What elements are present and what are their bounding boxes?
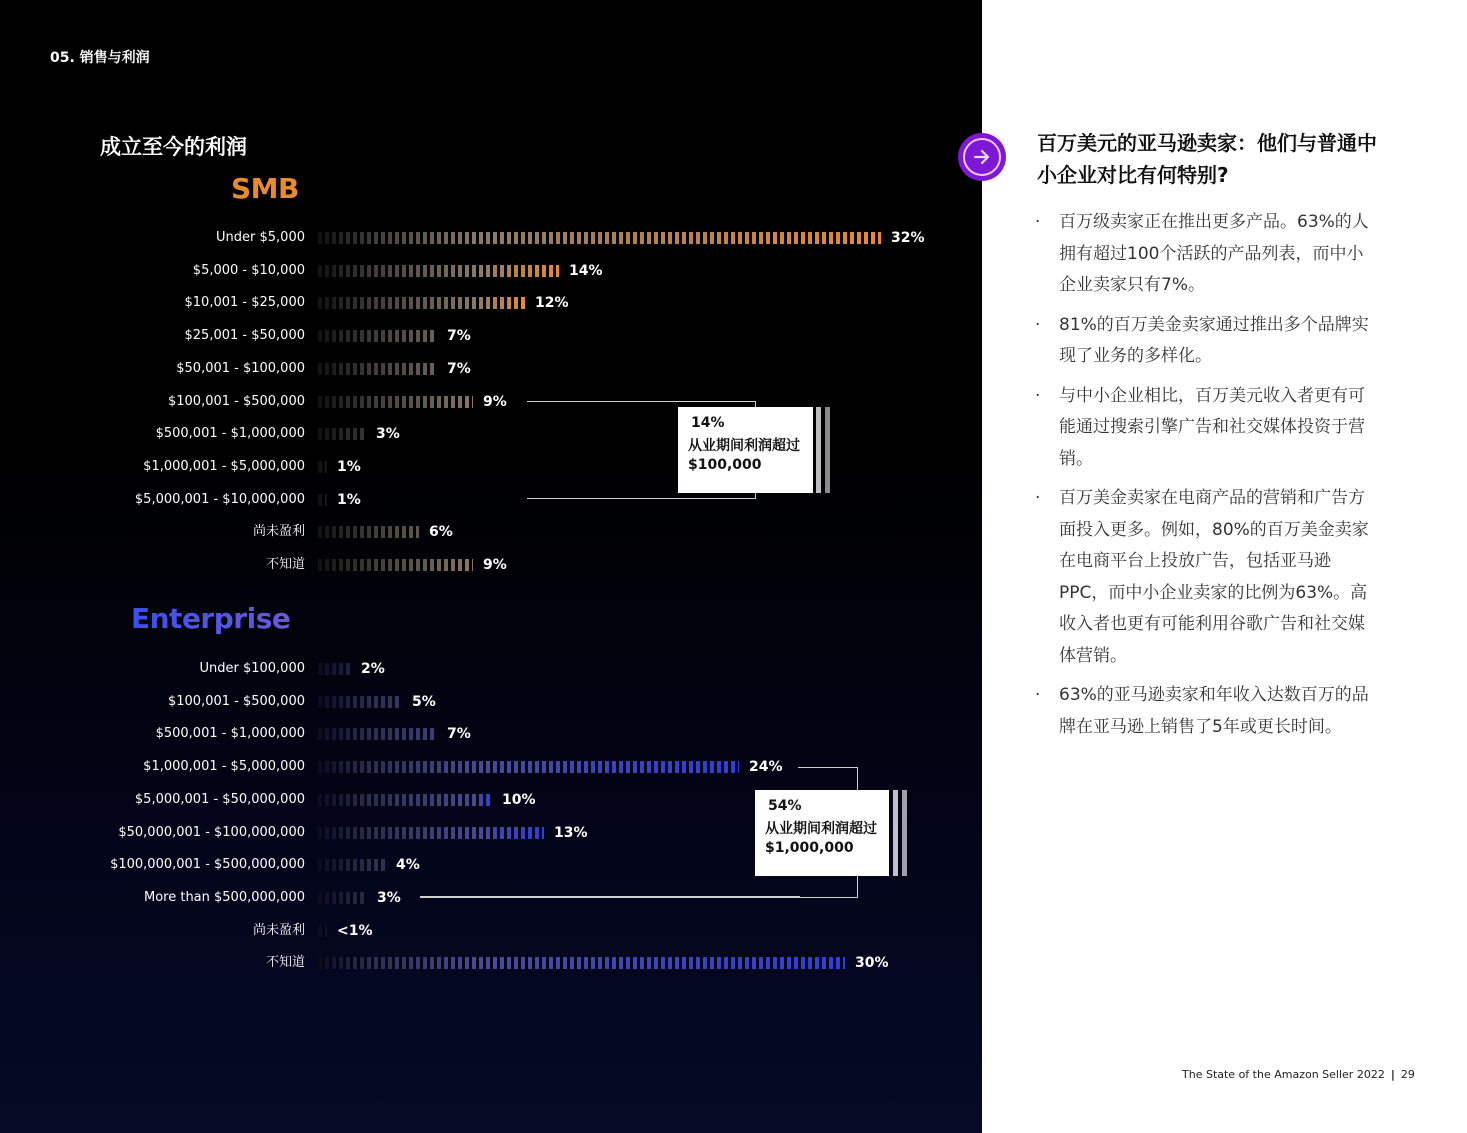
bar-category-label: $1,000,001 - $5,000,000	[143, 759, 305, 775]
bullet-text: 63%的亚马逊卖家和年收入达数百万的品牌在亚马逊上销售了5年或更长时间。	[1059, 685, 1369, 737]
bar-category-label: $5,000 - $10,000	[192, 262, 305, 278]
bar-value-label: 2%	[361, 661, 385, 677]
bar	[318, 330, 437, 342]
bar-value-label: 9%	[483, 557, 507, 573]
bar-category-label: $50,000,001 - $100,000,000	[118, 824, 305, 840]
bar-value-label: 3%	[376, 426, 400, 443]
bullet-dot-icon: ·	[1035, 685, 1041, 705]
bar-value-label: 10%	[502, 791, 536, 808]
sidebar-bullet-item	[1033, 381, 1378, 476]
bar-value-label: 1%	[337, 491, 361, 508]
smb-callout-text: 从业期间利润超过	[688, 438, 800, 454]
smb-callout-value: 14%	[691, 415, 725, 431]
smb-bar-row	[0, 424, 982, 444]
bar	[318, 297, 525, 309]
bar-value-label: 7%	[447, 360, 471, 377]
enterprise-callout-text: 从业期间利润超过	[765, 821, 877, 837]
bar-value-label: 7%	[447, 726, 471, 743]
enterprise-bracket-line-lower	[420, 896, 800, 898]
bar	[318, 526, 419, 538]
bar-value-label: 30%	[855, 955, 889, 972]
bar-category-label: $100,000,001 - $500,000,000	[110, 857, 305, 873]
bar	[318, 265, 559, 277]
bar	[318, 925, 327, 937]
enterprise-callout-stripe	[902, 790, 907, 876]
bar-value-label: 12%	[535, 295, 569, 312]
smb-bar-row	[0, 555, 982, 575]
bar	[318, 957, 845, 969]
section-label: 05. 销售与利润	[50, 50, 150, 66]
smb-bar-row	[0, 392, 982, 412]
bar-value-label: 1%	[337, 458, 361, 475]
smb-bar-row	[0, 490, 982, 510]
bar-category-label: $500,001 - $1,000,000	[155, 726, 305, 742]
bar-value-label: 32%	[891, 230, 925, 246]
bullet-text: 81%的百万美金卖家通过推出多个品牌实现了业务的多样化。	[1059, 314, 1369, 366]
bar	[318, 827, 544, 839]
smb-bar-row	[0, 228, 982, 248]
chart-title: 成立至今的利润	[100, 135, 247, 159]
sidebar-bullet-item	[1033, 483, 1378, 672]
bar-value-label: 3%	[377, 889, 401, 906]
bar-value-label: 24%	[749, 759, 783, 776]
bullet-text: 百万美金卖家在电商产品的营销和广告方面投入更多。例如，80%的百万美金卖家在电商平台上投放广告，包括亚马逊PPC，而中小企业卖家的比例为63%。高收入者也更有可能利用谷歌广告和社交媒体营销。	[1059, 488, 1369, 666]
smb-callout-stripe	[825, 407, 830, 493]
bar-category-label: $5,000,001 - $50,000,000	[134, 791, 305, 807]
bar-category-label: Under $5,000	[216, 230, 305, 245]
bar	[318, 396, 473, 408]
bar-value-label: <1%	[337, 922, 373, 939]
enterprise-bar-row	[0, 692, 982, 712]
bar-value-label: 5%	[412, 693, 436, 710]
bar-category-label: 尚未盈利	[252, 922, 305, 938]
bar	[318, 461, 327, 473]
bar-category-label: $500,001 - $1,000,000	[155, 426, 305, 442]
bullet-dot-icon: ·	[1035, 212, 1041, 232]
bullet-dot-icon: ·	[1035, 314, 1041, 335]
enterprise-callout-amount: $1,000,000	[765, 840, 854, 856]
smb-bar-row	[0, 261, 982, 281]
bar	[318, 428, 366, 440]
bar-category-label: $5,000,001 - $10,000,000	[134, 491, 305, 507]
bar-category-label: Under $100,000	[199, 661, 305, 676]
smb-bar-row	[0, 522, 982, 542]
bar	[318, 363, 437, 375]
enterprise-bar-row	[0, 953, 982, 973]
bar	[318, 892, 367, 904]
bar-category-label: $100,001 - $500,000	[167, 693, 305, 709]
bar-category-label: 不知道	[265, 955, 305, 971]
smb-bar-row	[0, 457, 982, 477]
sidebar-title: 百万美元的亚马逊卖家：他们与普通中小企业对比有何特别?	[1037, 131, 1377, 187]
bar	[318, 761, 739, 773]
bar-value-label: 7%	[447, 328, 471, 345]
arrow-right-icon	[972, 147, 992, 167]
sidebar-bullet-list	[1033, 207, 1378, 751]
arrow-right-circle-icon	[958, 133, 1006, 181]
smb-group-title: SMB	[231, 172, 299, 205]
smb-bar-row	[0, 326, 982, 346]
bar-category-label: $25,001 - $50,000	[184, 328, 305, 344]
smb-callout-stripe	[816, 407, 821, 493]
bar	[318, 494, 327, 506]
bar-value-label: 6%	[429, 524, 453, 541]
enterprise-callout	[755, 790, 889, 876]
bar	[318, 232, 881, 244]
enterprise-callout-stripe	[893, 790, 898, 876]
bar-value-label: 13%	[554, 824, 588, 841]
enterprise-bar-row	[0, 921, 982, 941]
bar-category-label: 不知道	[265, 557, 305, 572]
bullet-text: 百万级卖家正在推出更多产品。63%的人拥有超过100个活跃的产品列表，而中小企业卖家只有7%。	[1059, 212, 1369, 295]
bar	[318, 859, 386, 871]
enterprise-callout-value: 54%	[768, 798, 802, 814]
sidebar-bullet-item	[1033, 207, 1378, 302]
page-number: 29	[1400, 1068, 1415, 1081]
bar	[318, 728, 437, 740]
bar-category-label: $1,000,001 - $5,000,000	[143, 458, 305, 474]
smb-bar-row	[0, 359, 982, 379]
bar-category-label: $10,001 - $25,000	[184, 295, 305, 311]
sidebar-bullet-item	[1033, 310, 1378, 373]
bar	[318, 794, 492, 806]
bar	[318, 559, 473, 571]
enterprise-bar-row	[0, 724, 982, 744]
bar-category-label: More than $500,000,000	[143, 889, 305, 905]
smb-callout	[678, 407, 813, 493]
bar	[318, 663, 351, 675]
bar-category-label: $50,001 - $100,000	[176, 360, 305, 376]
footer-report-title: The State of the Amazon Seller 2022	[1182, 1068, 1385, 1081]
bar	[318, 696, 402, 708]
smb-callout-amount: $100,000	[688, 457, 762, 473]
bullet-text: 与中小企业相比，百万美元收入者更有可能通过搜索引擎广告和社交媒体投资于营销。	[1059, 385, 1365, 469]
bar-value-label: 14%	[569, 262, 603, 279]
bar-value-label: 9%	[483, 393, 507, 410]
footer-separator: |	[1390, 1068, 1395, 1081]
enterprise-bar-row	[0, 659, 982, 679]
bullet-dot-icon: ·	[1035, 488, 1041, 508]
bar-value-label: 4%	[396, 857, 420, 874]
sidebar-bullet-item	[1033, 680, 1378, 743]
bar-category-label: $100,001 - $500,000	[167, 393, 305, 409]
enterprise-group-title: Enterprise	[131, 602, 291, 635]
bullet-dot-icon: ·	[1035, 385, 1041, 406]
page-footer	[1182, 1068, 1415, 1081]
smb-bar-row	[0, 293, 982, 313]
bar-category-label: 尚未盈利	[252, 524, 305, 540]
